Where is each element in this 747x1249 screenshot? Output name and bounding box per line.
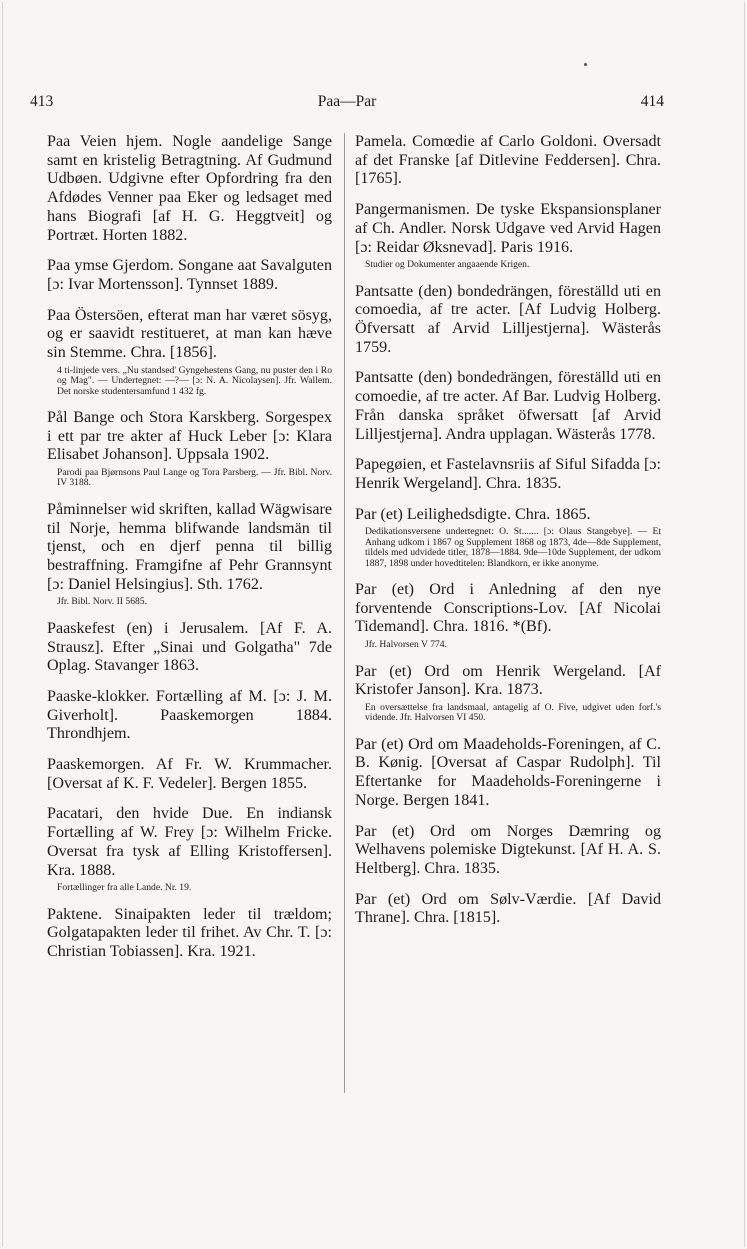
entry-note: 4 ti-linjede vers. „Nu standsed' Gyngehestens Gang, nu puster den i Ro og Mag". — Undertegnet: —?— [ɔ: N. A. Nicolaysen]. Jfr. Wallem. Det norske studentersamfund 1 432 fg. xyxy=(57,364,332,397)
entry-text: Par (et) Ord om Maadeholds-Foreningen, af C. B. Kønig. [Oversat af Caspar Rudolph]. Til Eftertanke for Maadeholds-Foreningerne i Norge. Bergen 1841. xyxy=(355,735,661,809)
entry-text: Paaske-klokker. Fortælling af M. [ɔ: J. M. Giverholt]. Paaskemorgen 1884. Throndhjem. xyxy=(47,687,332,743)
entry xyxy=(47,501,332,608)
entry xyxy=(355,201,661,271)
entry xyxy=(47,805,332,893)
entry-text: Paa Östersöen, efterat man har været sösyg, og er saavidt restitueret, at man kan hæve sin Stemme. Chra. [1856]. xyxy=(47,306,332,362)
entry xyxy=(355,823,661,879)
entry xyxy=(47,257,332,294)
entry-text: Pacatari, den hvide Due. En indiansk Fortælling af W. Frey [ɔ: Wilhelm Fricke. Oversat fra tysk af Elling Kristoffersen]. Kra. 1888. xyxy=(47,805,332,879)
entry-text: Påminnelser wid skriften, kallad Wägwisare til Norje, hemma blifwande landsmän til tjenst, och en djerf penna til billig bestraffning. Framgifne af Pehr Grannsynt [ɔ: Daniel Helsingius]. Sth. 1762. xyxy=(47,500,332,593)
entry xyxy=(355,506,661,569)
entry-note: En oversættelse fra landsmaal, antagelig af O. Five, udgivet uden forf.'s vidende. Jfr. Halvorsen VI 450. xyxy=(365,701,661,724)
entry xyxy=(47,307,332,397)
entry xyxy=(47,688,332,744)
entry xyxy=(355,283,661,358)
entry xyxy=(47,620,332,676)
left-column xyxy=(47,133,332,973)
page-header xyxy=(30,93,664,117)
entry xyxy=(355,456,661,493)
page-number-left: 413 xyxy=(30,93,54,110)
running-title: Paa—Par xyxy=(317,93,377,110)
entry-text: Pangermanismen. De tyske Ekspansionsplaner af Ch. Andler. Norsk Udgave ved Arvid Hagen [ɔ: Reidar Øksnevad]. Paris 1916. xyxy=(355,201,661,256)
entry xyxy=(47,756,332,793)
entry-text: Par (et) Ord om Norges Dæmring og Welhavens polemiske Digtekunst. [Af H. A. S. Heltberg]. Chra. 1835. xyxy=(355,822,661,877)
entry-text: Pamela. Comœdie af Carlo Goldoni. Oversadt af det Franske [af Ditlevine Feddersen]. Chra. [1765]. xyxy=(355,133,661,188)
entry-text: Paaskemorgen. Af Fr. W. Krummacher. [Oversat af K. F. Vedeler]. Bergen 1855. xyxy=(47,756,332,792)
entry xyxy=(47,906,332,962)
entry xyxy=(355,736,661,811)
entry-note: Parodi paa Bjørnsons Paul Lange og Tora Parsberg. — Jfr. Bibl. Norv. IV 3188. xyxy=(57,467,332,489)
entry-note: Dedikationsversene undertegnet: O. St....... [ɔ: Olaus Stangebye]. — Et Anhang udkom i 1867 og Supplement 1868 og 1873, 4de—8de Supplement, tildels med udvidede titler, 1878—1884. 9de—10de Supplement, der udkom 1887, 1898 under hovedtitelen: Blandkorn, er ikke anonyme. xyxy=(365,526,661,569)
entry-text: Pantsatte (den) bondedrängen, föreställd uti en comoedia, af tre acter. [Af Ludvig Holberg. Öfversatt af Arvid Lilljestjerna]. Wästerås 1759. xyxy=(355,282,661,356)
entry-text: Par (et) Leilighedsdigte. Chra. 1865. xyxy=(355,505,591,523)
right-column xyxy=(355,133,661,939)
entry-text: Par (et) Ord om Henrik Wergeland. [Af Kristofer Janson]. Kra. 1873. xyxy=(355,662,661,699)
entry-text: Par (et) Ord i Anledning af den nye forventende Conscriptions-Lov. [Af Nicolai Tidemand]. Chra. 1816. *(Bf). xyxy=(355,580,661,636)
entry xyxy=(47,133,332,245)
entry xyxy=(47,409,332,489)
entry-text: Paa ymse Gjerdom. Songane aat Savalguten [ɔ: Ivar Mortensson]. Tynnset 1889. xyxy=(47,257,332,293)
entry-note: Jfr. Halvorsen V 774. xyxy=(365,639,447,651)
entry xyxy=(355,133,661,189)
entry-text: Papegøien, et Fastelavnsriis af Siful Sifadda [ɔ: Henrik Wergeland]. Chra. 1835. xyxy=(355,456,661,492)
entry-text: Paa Veien hjem. Nogle aandelige Sange samt en kristelig Betragtning. Af Gudmund Udbøen. Udgivne efter Opfordring fra den Afdødes Venner paa Eker og ledsaget med hans Biografi [af H. G. Heggtveit] og Portræt. Horten 1882. xyxy=(47,133,332,244)
entry-text: Paaskefest (en) i Jerusalem. [Af F. A. Strausz]. Efter „Sinai und Golgatha" 7de Oplag. Stavanger 1863. xyxy=(47,619,332,675)
entry xyxy=(355,663,661,724)
column-divider xyxy=(344,133,345,1093)
entry xyxy=(355,581,661,651)
page-number-right: 414 xyxy=(640,93,664,110)
entry-note: Fortællinger fra alle Lande. Nr. 19. xyxy=(57,882,192,894)
entry-text: Par (et) Ord om Sølv-Værdie. [Af David Thrane]. Chra. [1815]. xyxy=(355,890,661,927)
speck xyxy=(584,63,587,66)
entry-text: Pantsatte (den) bondedrängen, föreställd uti en comoedie, af tre acter. Af Bar. Ludvig Holberg. Från danska språket öfwersatt [af Arvid Lilljestjerna]. Andra upplagan. Wästerås 1778. xyxy=(355,369,661,443)
entry xyxy=(355,369,661,444)
entry-note: Studier og Dokumenter angaaende Krigen. xyxy=(365,259,530,271)
entry-note: Jfr. Bibl. Norv. II 5685. xyxy=(57,596,147,608)
entry-text: Paktene. Sinaipakten leder til trældom; Golgatapakten leder til frihet. Av Chr. T. [ɔ: Christian Tobiassen]. Kra. 1921. xyxy=(47,905,332,961)
entry-text: Pål Bange och Stora Karskberg. Sorgespex i ett par tre akter af Huck Leber [ɔ: Klara Elisabet Johanson]. Uppsala 1902. xyxy=(47,408,332,464)
entry xyxy=(355,891,661,928)
